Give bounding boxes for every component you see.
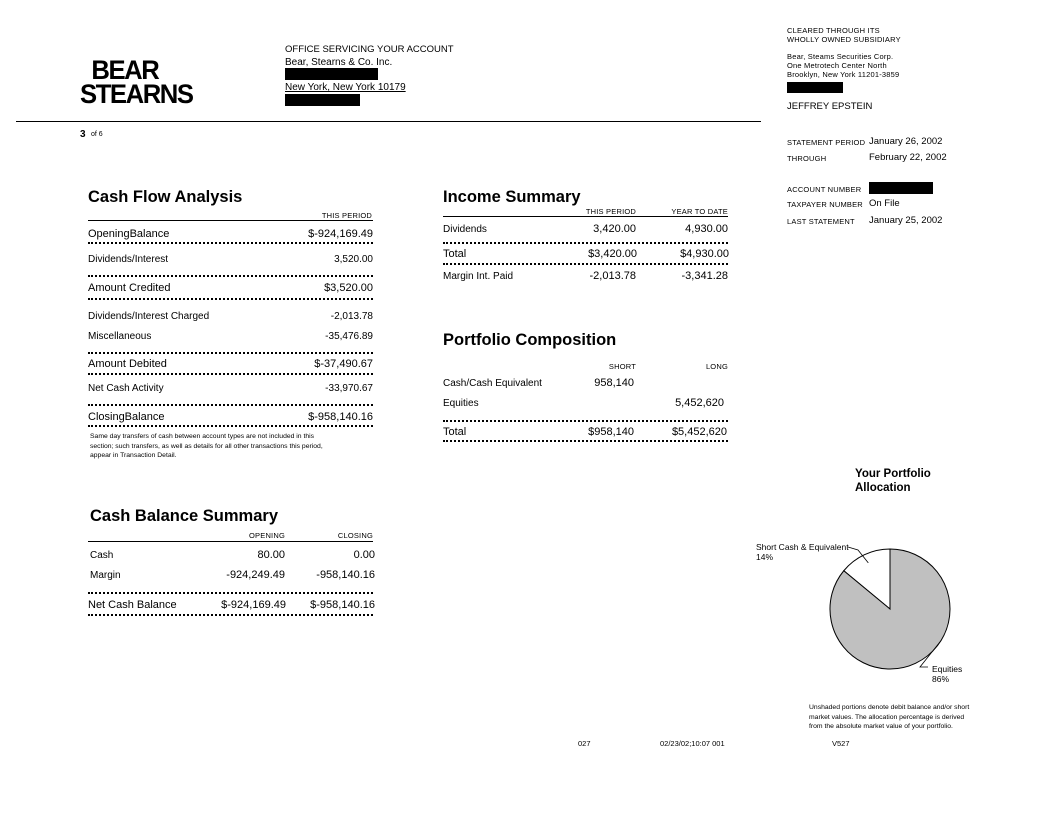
page-number: 3 bbox=[80, 129, 86, 140]
dotted-rule bbox=[443, 440, 728, 442]
cash-balance-net-opening: $-924,169.49 bbox=[221, 599, 286, 611]
footer-stamp: 02/23/02;10:07 001 bbox=[660, 739, 725, 748]
note-line: Unshaded portions denote debit balance and/or short bbox=[809, 704, 970, 711]
cash-balance-margin-opening: -924,249.49 bbox=[226, 569, 285, 581]
clearing-address-1: One Metrotech Center North bbox=[787, 61, 887, 70]
cash-flow-label-opening: OpeningBalance bbox=[88, 228, 170, 240]
clearing-address-2: Brooklyn, New York 11201-3859 bbox=[787, 70, 900, 79]
allocation-title bbox=[855, 467, 931, 495]
note-line: Same day transfers of cash between account types are not included in this bbox=[90, 433, 315, 440]
office-city: New York, New York 10179 bbox=[285, 82, 406, 93]
income-dividends-ytd: 4,930.00 bbox=[685, 223, 728, 235]
allocation-title-line-1: Your Portfolio bbox=[855, 468, 931, 480]
dotted-rule bbox=[88, 425, 373, 427]
portfolio-col-short: SHORT bbox=[608, 362, 636, 371]
dotted-rule bbox=[88, 242, 373, 244]
income-header-rule bbox=[443, 216, 728, 217]
portfolio-equities-long: 5,452,620 bbox=[675, 397, 724, 409]
cash-balance-margin-closing: -958,140.16 bbox=[316, 569, 375, 581]
taxpayer-number-value: On File bbox=[869, 198, 900, 209]
footer-code-1: 027 bbox=[578, 739, 591, 748]
last-statement-value: January 25, 2002 bbox=[869, 215, 943, 226]
pie-percent-equities: 86% bbox=[932, 674, 950, 684]
cash-balance-cash-closing: 0.00 bbox=[353, 549, 375, 561]
office-name: Bear, Stearns & Co. Inc. bbox=[285, 57, 393, 68]
portfolio-label-cash: Cash/Cash Equivalent bbox=[443, 378, 542, 389]
dotted-rule bbox=[88, 614, 373, 616]
cash-flow-label-net: Net Cash Activity bbox=[88, 383, 164, 394]
cash-flow-label-debited: Amount Debited bbox=[88, 358, 167, 370]
cash-flow-col-header: THIS PERIOD bbox=[321, 211, 372, 220]
income-label-total: Total bbox=[443, 248, 467, 260]
cash-flow-title: Cash Flow Analysis bbox=[88, 188, 243, 206]
portfolio-total-long: $5,452,620 bbox=[671, 426, 727, 438]
cash-balance-col-opening: OPENING bbox=[249, 531, 285, 540]
portfolio-total-short: $958,140 bbox=[588, 426, 634, 438]
pie-label-equities: Equities bbox=[932, 664, 963, 674]
allocation-pie-chart bbox=[740, 535, 1030, 695]
cash-flow-value-credited: $3,520.00 bbox=[324, 282, 373, 294]
footer-code-2: V527 bbox=[832, 739, 850, 748]
dotted-rule bbox=[443, 242, 728, 244]
note-line: section; such transfers, as well as details for all other transactions this period, bbox=[90, 442, 323, 450]
header-rule bbox=[16, 121, 761, 122]
cash-balance-label-margin: Margin bbox=[90, 570, 121, 581]
page-of: of 6 bbox=[91, 131, 103, 138]
logo-line-1: BEAR bbox=[91, 55, 159, 85]
income-col-this-period: THIS PERIOD bbox=[585, 207, 636, 216]
cash-flow-label-dividends: Dividends/Interest bbox=[88, 254, 169, 265]
portfolio-cash-short: 958,140 bbox=[594, 377, 634, 389]
dotted-rule bbox=[443, 263, 728, 265]
income-total-this-period: $3,420.00 bbox=[588, 248, 637, 260]
cash-balance-label-cash: Cash bbox=[90, 550, 114, 561]
portfolio-composition-title: Portfolio Composition bbox=[443, 331, 617, 349]
portfolio-label-total: Total bbox=[443, 426, 467, 438]
dotted-rule bbox=[88, 275, 373, 277]
through-label: THROUGH bbox=[787, 154, 827, 163]
cash-flow-value-closing: $-958,140.16 bbox=[308, 411, 373, 423]
dotted-rule bbox=[88, 592, 373, 594]
cash-flow-header-rule bbox=[88, 220, 373, 221]
cash-flow-label-misc: Miscellaneous bbox=[88, 331, 152, 342]
dotted-rule bbox=[443, 420, 728, 422]
pie-percent-short-cash: 14% bbox=[756, 552, 774, 562]
portfolio-label-equities: Equities bbox=[443, 398, 479, 409]
income-label-dividends: Dividends bbox=[443, 224, 487, 235]
client-name: JEFFREY EPSTEIN bbox=[787, 101, 873, 112]
redacted-account-number bbox=[869, 182, 933, 194]
redacted-address bbox=[285, 68, 378, 80]
income-summary-title: Income Summary bbox=[443, 188, 581, 206]
note-line: from the absolute market value of your portfolio. bbox=[809, 723, 953, 730]
note-line: appear in Transaction Detail. bbox=[90, 452, 177, 459]
statement-period-value: January 26, 2002 bbox=[869, 136, 943, 147]
account-number-label: ACCOUNT NUMBER bbox=[787, 185, 862, 194]
cash-flow-value-charged: -2,013.78 bbox=[330, 311, 373, 322]
allocation-note bbox=[809, 703, 969, 732]
income-margin-ytd: -3,341.28 bbox=[681, 270, 728, 282]
cash-flow-label-charged: Dividends/Interest Charged bbox=[88, 311, 210, 322]
cash-balance-label-net: Net Cash Balance bbox=[88, 599, 177, 611]
dotted-rule bbox=[88, 352, 373, 354]
cleared-label-2: WHOLLY OWNED SUBSIDIARY bbox=[787, 35, 901, 44]
cash-flow-value-debited: $-37,490.67 bbox=[314, 358, 373, 370]
cash-balance-cash-opening: 80.00 bbox=[257, 549, 285, 561]
last-statement-label: LAST STATEMENT bbox=[787, 217, 855, 226]
logo-line-2: STEARNS bbox=[80, 79, 193, 109]
cash-flow-value-misc: -35,476.89 bbox=[325, 331, 373, 342]
dotted-rule bbox=[88, 404, 373, 406]
portfolio-col-long: LONG bbox=[705, 362, 728, 371]
redacted-phone bbox=[285, 94, 360, 106]
cash-flow-label-credited: Amount Credited bbox=[88, 282, 171, 294]
cash-balance-col-closing: CLOSING bbox=[337, 531, 373, 540]
income-total-ytd: $4,930.00 bbox=[680, 248, 729, 260]
note-line: market values. The allocation percentage is derived bbox=[809, 713, 965, 721]
office-label: OFFICE SERVICING YOUR ACCOUNT bbox=[285, 44, 454, 55]
income-label-margin-int: Margin Int. Paid bbox=[443, 271, 514, 282]
cash-flow-value-opening: $-924,169.49 bbox=[308, 228, 373, 240]
taxpayer-number-label: TAXPAYER NUMBER bbox=[787, 200, 863, 209]
cash-balance-header-rule bbox=[88, 541, 373, 542]
dotted-rule bbox=[88, 298, 373, 300]
cash-flow-label-closing: ClosingBalance bbox=[88, 411, 165, 423]
cash-flow-value-net: -33,970.67 bbox=[325, 383, 373, 394]
cash-flow-note bbox=[90, 432, 323, 461]
cleared-label-1: CLEARED THROUGH ITS bbox=[787, 26, 880, 35]
statement-period-label: STATEMENT PERIOD bbox=[787, 138, 866, 147]
pie-label-short-cash: Short Cash & Equivalent bbox=[756, 542, 849, 552]
cash-balance-net-closing: $-958,140.16 bbox=[310, 599, 375, 611]
allocation-title-line-2: Allocation bbox=[855, 482, 911, 494]
clearing-firm-name: Bear, Steams Securities Corp. bbox=[787, 52, 894, 61]
cash-balance-title: Cash Balance Summary bbox=[90, 507, 279, 525]
bear-stearns-logo bbox=[80, 55, 193, 109]
income-col-ytd: YEAR TO DATE bbox=[671, 207, 728, 216]
cash-flow-value-dividends: 3,520.00 bbox=[334, 254, 373, 265]
income-dividends-this-period: 3,420.00 bbox=[593, 223, 636, 235]
redacted-clearing bbox=[787, 82, 843, 93]
through-value: February 22, 2002 bbox=[869, 152, 947, 163]
dotted-rule bbox=[88, 373, 373, 375]
income-margin-this-period: -2,013.78 bbox=[589, 270, 636, 282]
